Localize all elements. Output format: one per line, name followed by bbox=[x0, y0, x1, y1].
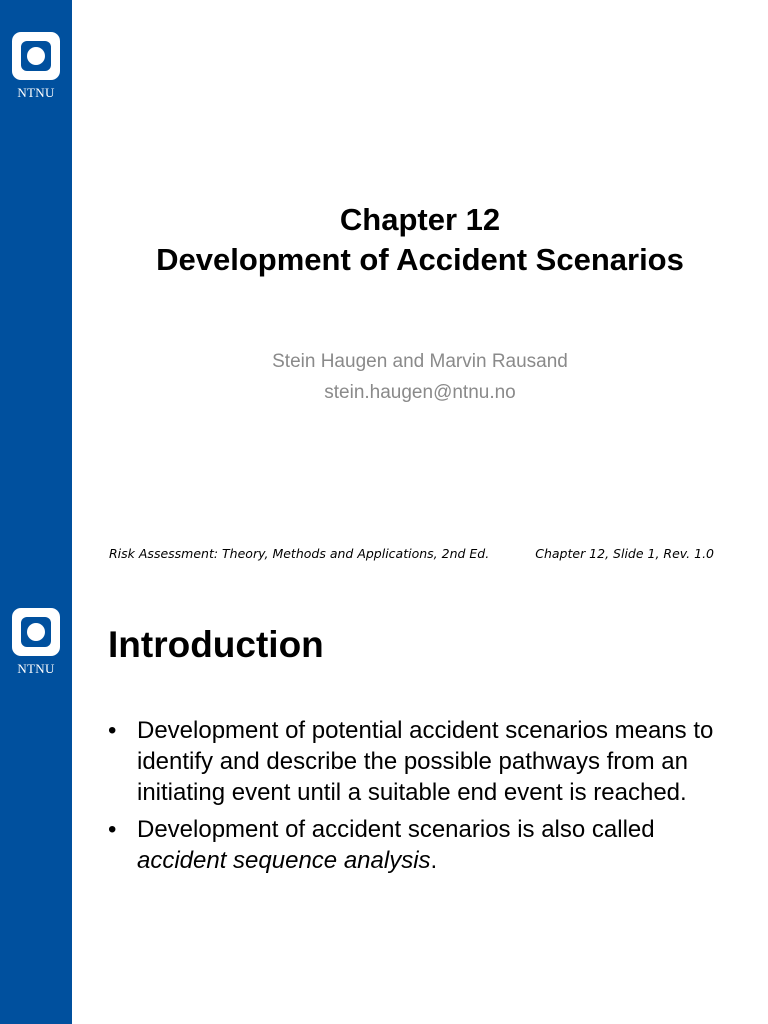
bullet-text: Development of accident scenarios is also called bbox=[137, 816, 655, 843]
slide-title-line1: Chapter 12 bbox=[339, 202, 501, 237]
logo-text: NTNU bbox=[17, 85, 55, 100]
logo-text: NTNU bbox=[17, 661, 55, 676]
list-item bbox=[108, 715, 728, 808]
ntnu-logo-icon bbox=[12, 608, 60, 656]
bullet-list bbox=[108, 715, 728, 882]
email: stein.haugen@ntnu.no bbox=[324, 382, 516, 403]
bullet-text: Development of potential accident scenarios means to identify and describe the possible pathways from an initiating event until a suitable end event is reached. bbox=[137, 717, 714, 806]
bullet-icon: • bbox=[108, 717, 117, 744]
list-item bbox=[108, 814, 728, 876]
slide-heading: Introduction bbox=[108, 624, 324, 665]
slide-title-line2: Development of Accident Scenarios bbox=[156, 242, 684, 277]
bullet-emphasis: accident sequence analysis bbox=[137, 847, 431, 874]
bullet-end: . bbox=[430, 847, 438, 874]
sidebar bbox=[0, 0, 72, 576]
bullet-icon: • bbox=[108, 816, 117, 843]
introduction-slide bbox=[0, 576, 768, 1024]
sidebar bbox=[0, 576, 72, 1024]
authors: Stein Haugen and Marvin Rausand bbox=[272, 351, 568, 372]
footer-slide-info: Chapter 12, Slide 1, Rev. 1.0 bbox=[535, 546, 714, 561]
footer-book-title: Risk Assessment: Theory, Methods and Applications, 2nd Ed. bbox=[109, 546, 490, 561]
ntnu-logo-icon bbox=[12, 32, 60, 80]
